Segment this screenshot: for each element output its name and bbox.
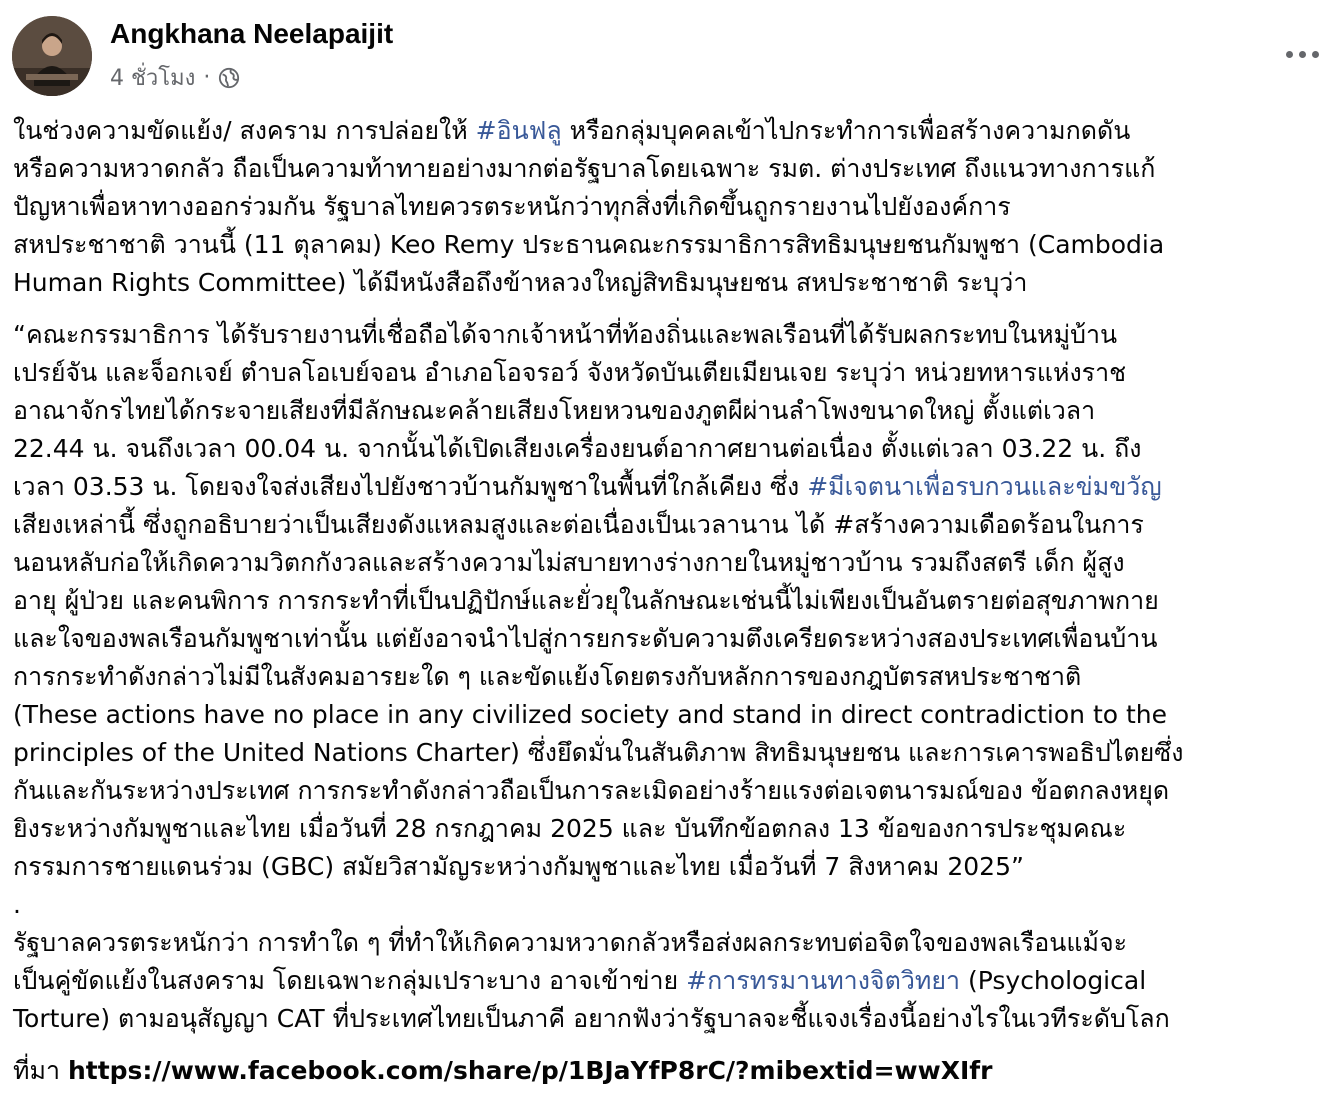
text-segment: ในช่วงความขัดแย้ง/ สงคราม การปล่อยให้ <box>13 116 476 145</box>
text-segment: (Psychological <box>960 966 1147 995</box>
source-label: ที่มา <box>13 1056 68 1085</box>
hashtag-link[interactable]: #การทรมานทางจิตวิทยา <box>686 966 961 995</box>
text-line: Torture) ตามอนุสัญญา CAT ที่ประเทศไทยเป็นภาคี อยากฟังว่ารัฐบาลจะชี้แจงเรื่องนี้อย่างไรในเวทีระดับโลก <box>13 1004 1170 1033</box>
text-line <box>13 468 1331 506</box>
text-line: เสียงเหล่านี้ ซึ่งถูกอธิบายว่าเป็นเสียงดังแหลมสูงและต่อเนื่องเป็นเวลานาน ได้ #สร้างความเดือดร้อนในการ <box>13 510 1144 539</box>
more-options-button[interactable] <box>1278 38 1326 70</box>
text-line: ปัญหาเพื่อหาทางออกร่วมกัน รัฐบาลไทยควรตระหนักว่าทุกสิ่งที่เกิดขึ้นถูกรายงานไปยังองค์การ <box>13 192 1011 221</box>
text-line: เปรย์จัน และจ็อกเจย์ ตำบลโอเบย์จอน อำเภอโอจรอว์ จังหวัดบันเตียเมียนเจย ระบุว่า หน่วยทหารแห่งราช <box>13 358 1127 387</box>
more-horizontal-icon <box>1286 51 1293 58</box>
avatar-portrait-icon <box>12 16 92 96</box>
text-line: Human Rights Committee) ได้มีหนังสือถึงข้าหลวงใหญ่สิทธิมนุษยชน สหประชาชาติ ระบุว่า <box>13 268 1028 297</box>
text-line: นอนหลับก่อให้เกิดความวิตกกังวลและสร้างความไม่สบายทางร่างกายในหมู่ชาวบ้าน รวมถึงสตรี เด็ก ผู้สูง <box>13 548 1125 577</box>
text-segment: หรือกลุ่มบุคคลเข้าไปกระทำการเพื่อสร้างความกดดัน <box>561 116 1131 145</box>
post-header <box>12 16 1326 96</box>
text-line: สหประชาชาติ วานนี้ (11 ตุลาคม) Keo Remy ประธานคณะกรรมาธิการสิทธิมนุษยชนกัมพูชา (Cambodia <box>13 230 1165 259</box>
text-line: และใจของพลเรือนกัมพูชาเท่านั้น แต่ยังอาจนำไปสู่การยกระดับความตึงเครียดระหว่างสองประเทศเพื่อนบ้าน <box>13 624 1158 653</box>
text-line <box>13 962 1331 1000</box>
post-source <box>13 1052 1331 1090</box>
post-paragraph-1 <box>13 112 1331 302</box>
text-line: กรรมการชายแดนร่วม (GBC) สมัยวิสามัญระหว่างกัมพูชาและไทย เมื่อวันที่ 7 สิงหาคม 2025” <box>13 852 1024 881</box>
text-line: กันและกันระหว่างประเทศ การกระทำดังกล่าวถือเป็นการละเมิดอย่างร้ายแรงต่อเจตนารมณ์ของ ข้อตกลงหยุด <box>13 776 1170 805</box>
source-link[interactable]: https://www.facebook.com/share/p/1BJaYfP8rC/?mibextid=wwXIfr <box>67 1056 993 1085</box>
avatar[interactable] <box>12 16 92 96</box>
text-line: principles of the United Nations Charter) ซึ่งยึดมั่นในสันติภาพ สิทธิมนุษยชน และการเคารพอธิปไตยซึ่ง <box>13 738 1184 767</box>
post-time[interactable]: 4 ชั่วโมง <box>110 66 196 91</box>
hashtag-link[interactable]: #มีเจตนาเพื่อรบกวนและข่มขวัญ <box>807 472 1162 501</box>
text-line: . <box>13 890 21 919</box>
text-line <box>13 1052 1331 1090</box>
text-line: “คณะกรรมาธิการ ได้รับรายงานที่เชื่อถือได้จากเจ้าหน้าที่ท้องถิ่นและพลเรือนที่ได้รับผลกระทบในหมู่บ้าน <box>13 320 1118 349</box>
text-line: หรือความหวาดกลัว ถือเป็นความท้าทายอย่างมากต่อรัฐบาลโดยเฉพาะ รมต. ต่างประเทศ ถึงแนวทางการแก้ <box>13 154 1156 183</box>
text-line: อายุ ผู้ป่วย และคนพิการ การกระทำที่เป็นปฏิปักษ์และยั่วยุในลักษณะเช่นนี้ไม่เพียงเป็นอันตรายต่อสุขภาพกาย <box>13 586 1159 615</box>
more-horizontal-icon <box>1299 51 1306 58</box>
meta-separator: · <box>203 65 211 90</box>
post-meta <box>110 60 240 95</box>
more-horizontal-icon <box>1312 51 1319 58</box>
text-line: ยิงระหว่างกัมพูชาและไทย เมื่อวันที่ 28 กรกฎาคม 2025 และ บันทึกข้อตกลง 13 ข้อของการประชุมคณะ <box>13 814 1127 843</box>
text-segment: เวลา 03.53 น. โดยจงใจส่งเสียงไปยังชาวบ้านกัมพูชาในพื้นที่ใกล้เคียง ซึ่ง <box>13 472 808 501</box>
text-line: อาณาจักรไทยได้กระจายเสียงที่มีลักษณะคล้ายเสียงโหยหวนของภูตผีผ่านลำโพงขนาดใหญ่ ตั้งแต่เวลา <box>13 396 1096 425</box>
text-line: รัฐบาลควรตระหนักว่า การทำใด ๆ ที่ทำให้เกิดความหวาดกลัวหรือส่งผลกระทบต่อจิตใจของพลเรือนแม้จะ <box>13 928 1128 957</box>
hashtag-link[interactable]: #อินฟลู <box>475 116 562 145</box>
globe-icon[interactable] <box>218 67 240 89</box>
author-name[interactable]: Angkhana Neelapaijit <box>110 18 394 49</box>
post-body <box>13 112 1331 1090</box>
text-line: 22.44 น. จนถึงเวลา 00.04 น. จากนั้นได้เปิดเสียงเครื่องยนต์อากาศยานต่อเนื่อง ตั้งแต่เวลา 03.22 น. ถึง <box>13 434 1142 463</box>
text-line: (These actions have no place in any civilized society and stand in direct contradiction to the <box>13 700 1168 729</box>
text-segment: เป็นคู่ขัดแย้งในสงคราม โดยเฉพาะกลุ่มเปราะบาง อาจเข้าข่าย <box>13 966 687 995</box>
text-line <box>13 112 1331 150</box>
post-paragraph-2 <box>13 316 1331 1038</box>
text-line: การกระทำดังกล่าวไม่มีในสังคมอารยะใด ๆ และขัดแย้งโดยตรงกับหลักการของกฎบัตรสหประชาชาติ <box>13 662 1082 691</box>
